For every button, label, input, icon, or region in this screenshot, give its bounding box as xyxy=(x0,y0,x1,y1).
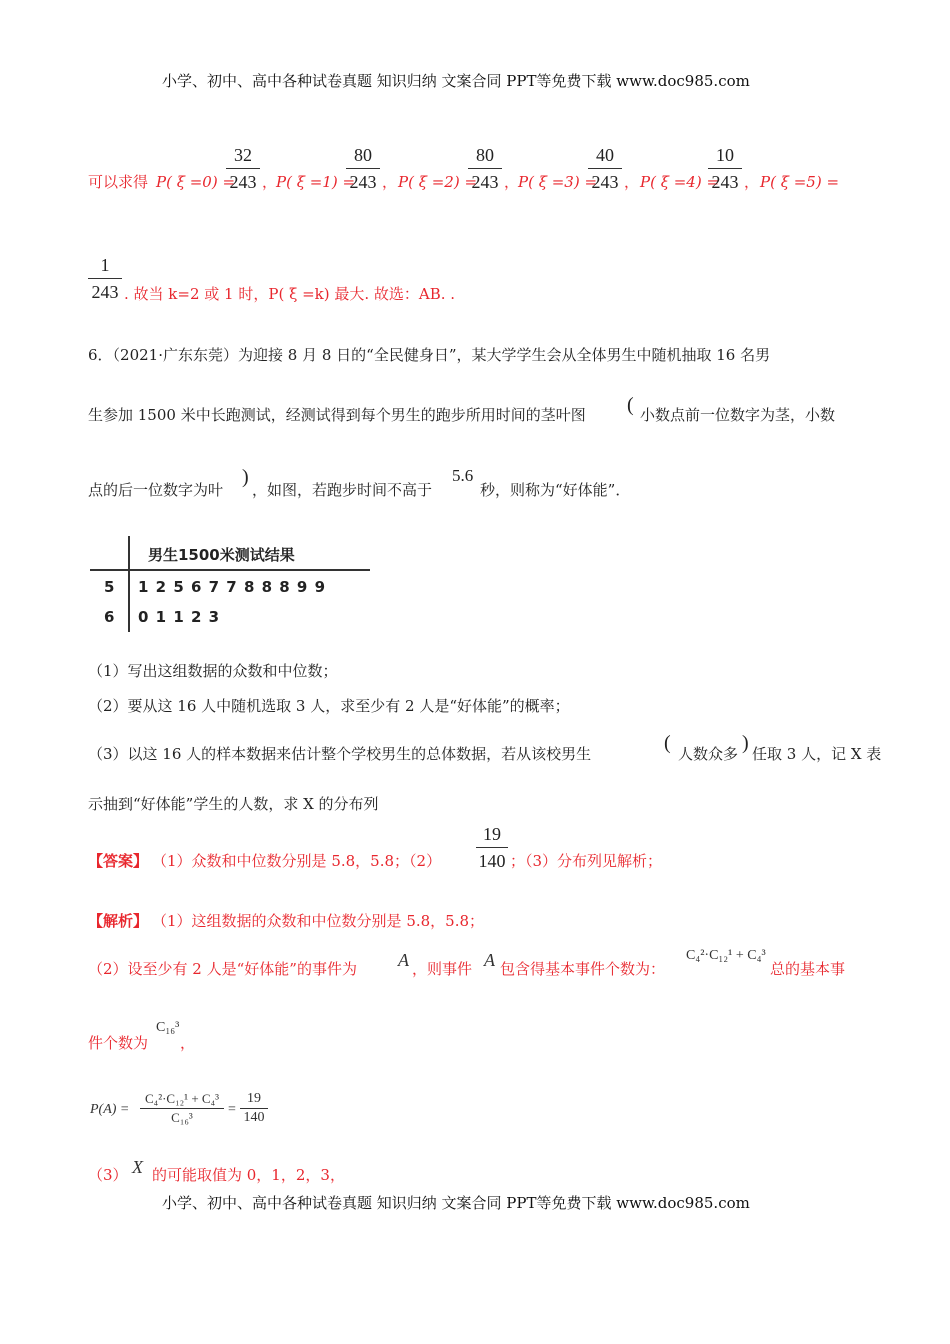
prob-sep-3: ， xyxy=(624,173,640,191)
page-footer: 小学、初中、高中各种试卷真题 知识归纳 文案合同 PPT等免费下载 www.doc985.com xyxy=(162,1194,750,1212)
event-a-2: A xyxy=(484,950,495,970)
q6-paren-close: ) xyxy=(242,466,249,488)
prob-sep-0: ， xyxy=(262,173,278,191)
prob-num-1: 80 xyxy=(346,144,380,169)
analysis-line2d: 总的基本事 xyxy=(770,960,846,978)
sub-q3-paren-open: ( xyxy=(664,732,671,754)
sub-q3d: 示抽到“好体能”学生的人数，求 X 的分布列 xyxy=(88,795,379,813)
q6-paren-open: ( xyxy=(627,394,634,416)
q6-line2a: 生参加 1500 米中长跑测试，经测试得到每个男生的跑步所用时间的茎叶图 xyxy=(88,406,586,424)
analysis-label: 【解析】 xyxy=(88,912,149,930)
prob-num-0: 32 xyxy=(226,144,260,169)
prob-sep-1: ， xyxy=(382,173,398,191)
sub-q3a: （3）以这 16 人的样本数据来估计整个学校男生的总体数据，若从该校男生 xyxy=(88,745,592,763)
pa-res-num: 19 xyxy=(240,1090,268,1109)
prob-label-5: P( ξ =5) = xyxy=(760,173,840,191)
stem-leaf-plot xyxy=(90,536,370,636)
sub-q3c: 任取 3 人，记 X 表 xyxy=(752,745,882,763)
pa-frac xyxy=(140,1090,224,1127)
stem-divider-vertical xyxy=(128,536,130,632)
answer-part1: （1）众数和中位数分别是 5.8，5.8；（2） xyxy=(152,852,442,870)
leaves-5: 1 2 5 6 7 7 8 8 8 9 9 xyxy=(138,578,327,596)
stem-6: 6 xyxy=(104,608,115,626)
event-a-1: A xyxy=(398,950,409,970)
prob-den-2: 243 xyxy=(471,172,499,192)
pa-res-den: 140 xyxy=(243,1110,265,1125)
prob-frac-1 xyxy=(346,144,380,193)
prob-num-3: 40 xyxy=(588,144,622,169)
sub-q1: （1）写出这组数据的众数和中位数； xyxy=(88,662,338,680)
prob-label-1: P( ξ =1) = xyxy=(276,173,356,191)
var-x: X xyxy=(132,1157,143,1177)
prob-num-5: 1 xyxy=(88,254,122,279)
q6-line3a: 点的后一位数字为叶 xyxy=(88,481,224,499)
analysis-line4b: 的可能取值为 0，1，2，3， xyxy=(152,1166,345,1184)
q6-line3b: ，如图，若跑步时间不高于 xyxy=(252,481,433,499)
answer-label: 【答案】 xyxy=(88,852,149,870)
stem-leaf-title: 男生1500米测试结果 xyxy=(148,546,295,564)
prob-frac-5 xyxy=(88,254,122,303)
q6-line2b: 小数点前一位数字为茎，小数 xyxy=(640,406,836,424)
pa-result xyxy=(240,1090,268,1127)
answer-frac-num: 19 xyxy=(476,823,508,848)
prob-den-0: 243 xyxy=(229,172,257,192)
page-header: 小学、初中、高中各种试卷真题 知识归纳 文案合同 PPT等免费下载 www.doc985.com xyxy=(162,72,750,90)
pa-den: C₁₆³ xyxy=(171,1110,193,1125)
comb-expr: C₄²·C₁₂¹ + C₄³ xyxy=(686,948,766,963)
analysis-line3a: 件个数为 xyxy=(88,1034,149,1052)
prob-label-2: P( ξ =2) = xyxy=(398,173,478,191)
prob-den-3: 243 xyxy=(591,172,619,192)
prob-frac-0 xyxy=(226,144,260,193)
analysis-line1: （1）这组数据的众数和中位数分别是 5.8，5.8； xyxy=(152,912,485,930)
stem-5: 5 xyxy=(104,578,115,596)
prob-den-4: 243 xyxy=(711,172,739,192)
prob-frac-2 xyxy=(468,144,502,193)
analysis-line2c: 包含得基本事件个数为： xyxy=(500,960,666,978)
answer-frac xyxy=(476,823,508,872)
probs-conclusion: . 故当 k=2 或 1 时，P( ξ =k) 最大. 故选：AB. . xyxy=(124,285,456,303)
answer-part2: ；（3）分布列见解析； xyxy=(510,852,663,870)
prob-frac-4 xyxy=(708,144,742,193)
stem-divider-horizontal xyxy=(90,569,370,571)
prob-frac-3 xyxy=(588,144,622,193)
answer-frac-den: 140 xyxy=(478,851,506,871)
prob-num-4: 10 xyxy=(708,144,742,169)
leaves-6: 0 1 1 2 3 xyxy=(138,608,221,626)
prob-den-1: 243 xyxy=(349,172,377,192)
q6-line1: 6．（2021·广东东莞）为迎接 8 月 8 日的“全民健身日”，某大学学生会从全体男生中随机抽取 16 名男 xyxy=(88,346,771,364)
analysis-line2b: ，则事件 xyxy=(412,960,473,978)
prob-sep-4: ， xyxy=(744,173,760,191)
q6-threshold: 5.6 xyxy=(452,466,474,485)
analysis-line3b: ， xyxy=(180,1034,196,1052)
prob-sep-2: ， xyxy=(504,173,520,191)
prob-num-2: 80 xyxy=(468,144,502,169)
pa-label: P(A) = xyxy=(90,1102,130,1117)
total-comb: C₁₆³ xyxy=(156,1020,180,1035)
sub-q3-paren-close: ) xyxy=(742,732,749,754)
probs-lead: 可以求得 xyxy=(88,173,149,191)
pa-eq: = xyxy=(228,1102,236,1117)
prob-label-0: P( ξ =0) = xyxy=(156,173,236,191)
prob-den-5: 243 xyxy=(91,282,119,302)
pa-num: C₄²·C₁₂¹ + C₄³ xyxy=(140,1090,224,1109)
analysis-line2a: （2）设至少有 2 人是“好体能”的事件为 xyxy=(88,960,357,978)
analysis-line4a: （3） xyxy=(88,1166,128,1184)
prob-label-3: P( ξ =3) = xyxy=(518,173,598,191)
sub-q2: （2）要从这 16 人中随机选取 3 人，求至少有 2 人是“好体能”的概率； xyxy=(88,697,570,715)
q6-line3c: 秒，则称为“好体能”． xyxy=(480,481,631,499)
prob-label-4: P( ξ =4) = xyxy=(640,173,720,191)
sub-q3b: 人数众多 xyxy=(678,745,739,763)
